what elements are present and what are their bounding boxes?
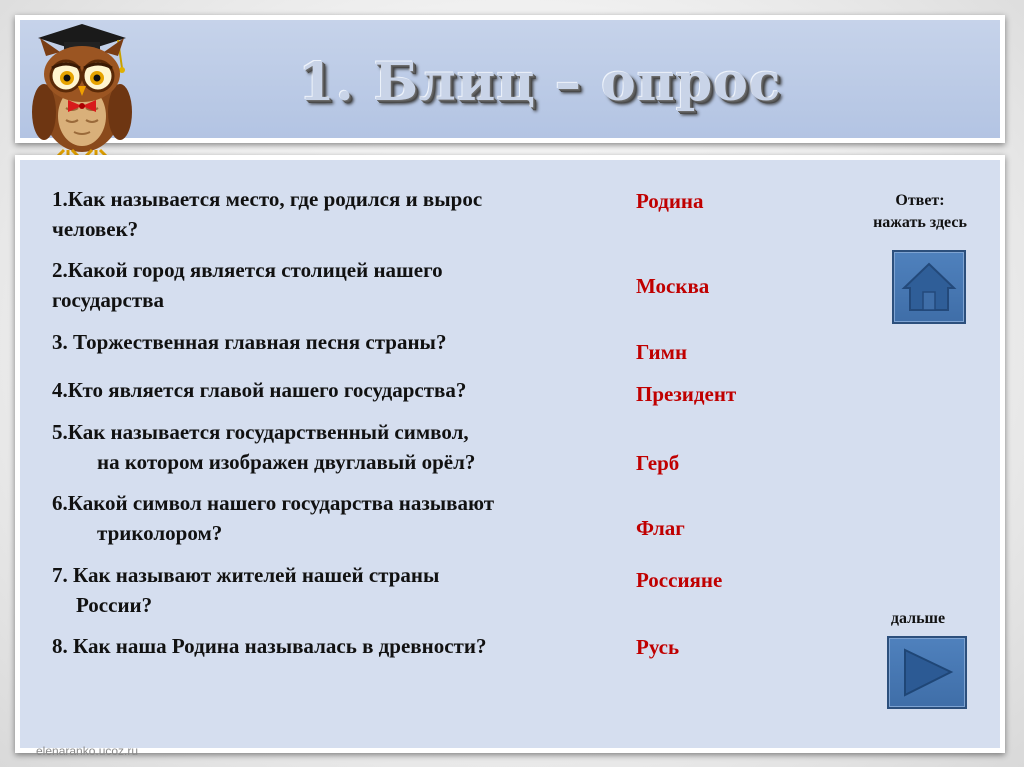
question-7 xyxy=(52,560,612,620)
answer-label xyxy=(855,190,985,234)
question-text: триколором? xyxy=(97,521,223,545)
question-text: 1.Как называется место, где родился и вырос xyxy=(52,187,483,211)
answer-6: Флаг xyxy=(636,516,685,540)
play-arrow-icon xyxy=(889,638,965,707)
answer-label-line: Ответ: xyxy=(895,192,945,209)
next-button[interactable] xyxy=(887,636,967,709)
owl-mascot-icon xyxy=(26,20,138,158)
question-text: человек? xyxy=(52,217,139,241)
question-5 xyxy=(52,417,612,477)
question-text: 7. Как называют жителей нашей страны xyxy=(52,563,440,587)
answer-5: Герб xyxy=(636,451,680,475)
question-text: 2.Какой город является столицей нашего xyxy=(52,258,443,282)
question-3 xyxy=(52,327,612,357)
question-text: 6.Какой символ нашего государства называют xyxy=(52,491,495,515)
question-text: на котором изображен двуглавый орёл? xyxy=(97,450,476,474)
answer-8: Русь xyxy=(636,635,680,659)
next-label: дальше xyxy=(890,610,946,627)
answer-3: Гимн xyxy=(636,340,688,364)
question-text: 8. Как наша Родина называлась в древности? xyxy=(52,634,487,658)
answer-2: Москва xyxy=(636,274,710,298)
answer-4: Президент xyxy=(636,382,737,406)
question-text: государства xyxy=(52,288,165,312)
question-4 xyxy=(52,375,612,405)
watermark: elenaranko.ucoz.ru xyxy=(36,744,139,758)
question-2 xyxy=(52,255,612,315)
question-text: 5.Как называется государственный символ, xyxy=(52,420,469,444)
answer-7: Россияне xyxy=(636,568,723,592)
question-text: 3. Торжественная главная песня страны? xyxy=(52,330,447,354)
question-8 xyxy=(52,631,612,661)
question-text: России? xyxy=(76,593,153,617)
answer-1: Родина xyxy=(636,189,704,213)
answer-label-line: нажать здесь xyxy=(873,214,967,231)
answer-home-button[interactable] xyxy=(892,250,966,324)
question-6 xyxy=(52,488,612,548)
question-text: 4.Кто является главой нашего государства? xyxy=(52,378,467,402)
question-1 xyxy=(52,184,612,244)
home-icon xyxy=(894,252,964,322)
page-title: 1. Блиц – опрос xyxy=(298,52,782,113)
